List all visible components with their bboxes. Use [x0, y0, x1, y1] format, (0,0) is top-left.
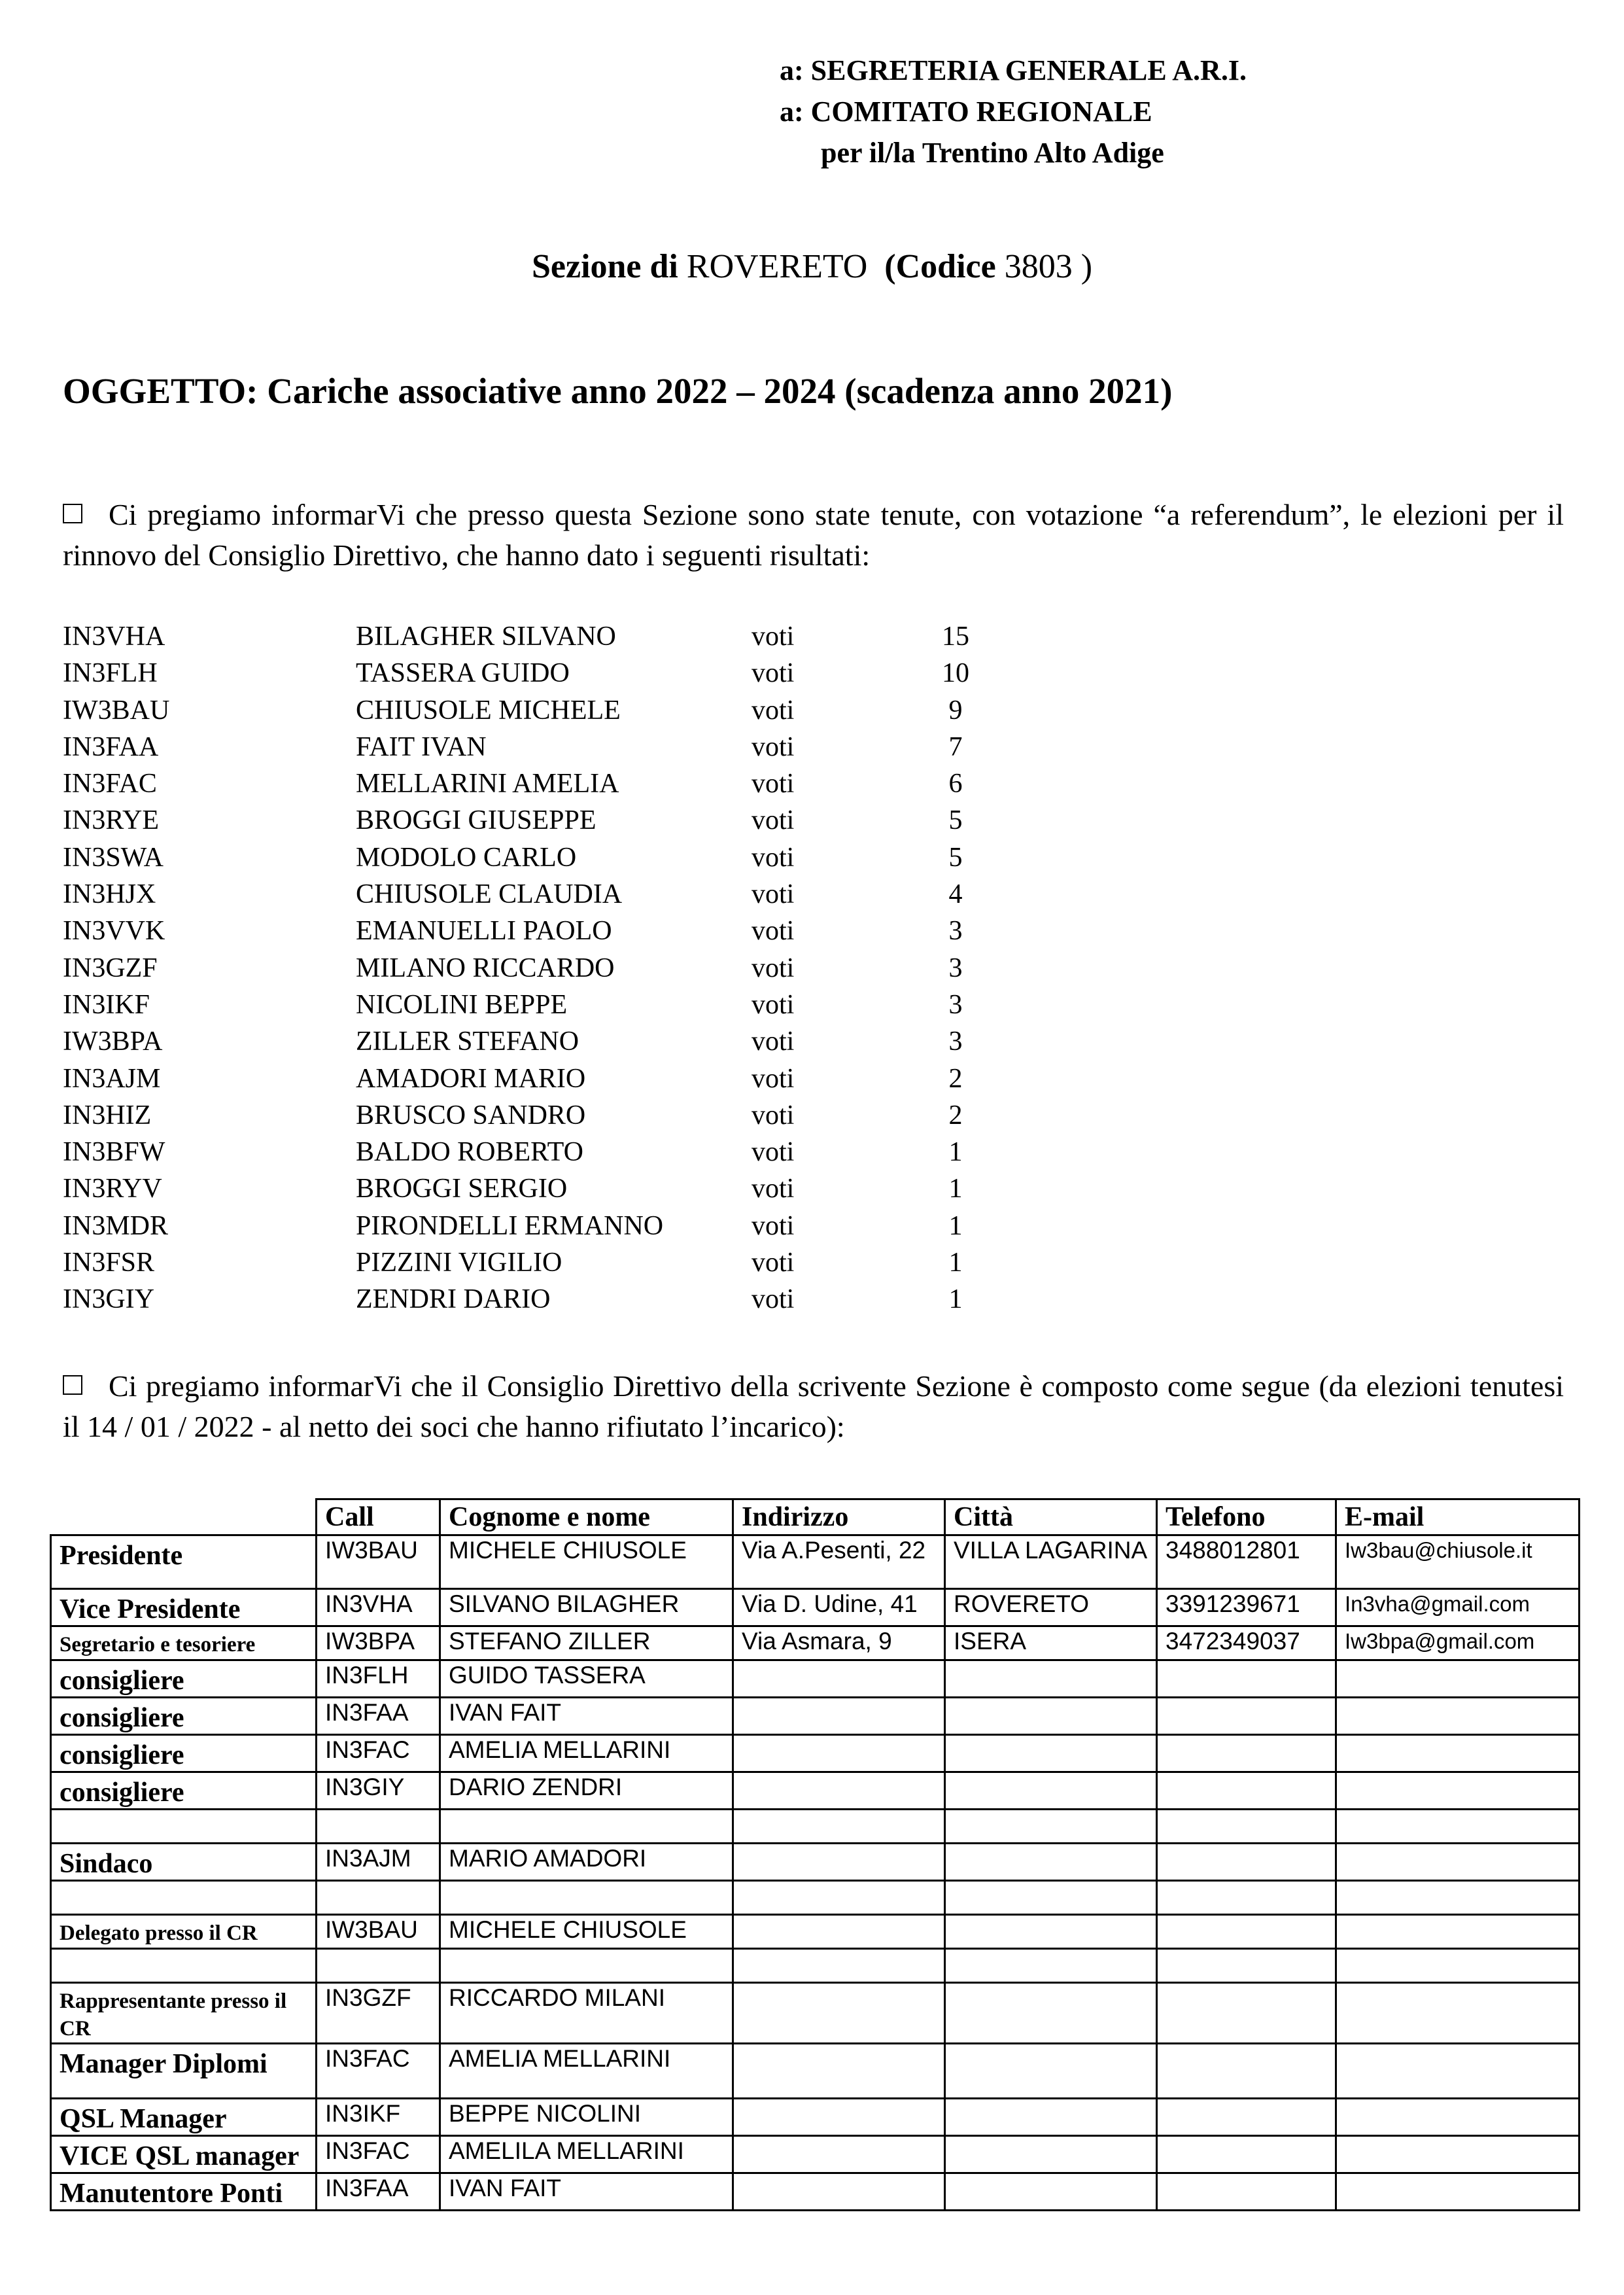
cell-role: Segretario e tesoriere	[51, 1626, 317, 1660]
result-call: IN3GZF	[63, 953, 158, 983]
result-call: IN3FAA	[63, 731, 159, 762]
result-call: IN3BFW	[63, 1137, 165, 1168]
cell-role	[51, 1949, 317, 1983]
cell-role: Vice Presidente	[51, 1589, 317, 1626]
result-name: NICOLINI BEPPE	[356, 989, 568, 1020]
table-header-row	[51, 1499, 1580, 1535]
cell-email: Iw3bpa@gmail.com	[1336, 1626, 1580, 1660]
cell-city	[945, 2173, 1157, 2211]
table-row	[51, 1881, 1580, 1915]
result-votes: 2	[948, 1063, 963, 1094]
cell-email	[1336, 1844, 1580, 1881]
table-row	[51, 1844, 1580, 1881]
result-name: ZILLER STEFANO	[356, 1026, 579, 1057]
result-votes: 9	[948, 695, 963, 726]
cell-city: ROVERETO	[945, 1589, 1157, 1626]
result-votes: 2	[948, 1100, 963, 1130]
table-row	[51, 2099, 1580, 2136]
result-name: BALDO ROBERTO	[356, 1137, 583, 1168]
cell-call: IN3FAA	[317, 2173, 440, 2211]
cell-email	[1336, 1810, 1580, 1844]
cell-city	[945, 1915, 1157, 1949]
cell-role: QSL Manager	[51, 2099, 317, 2136]
cell-name: BEPPE NICOLINI	[440, 2099, 733, 2136]
result-name: MILANO RICCARDO	[356, 953, 615, 983]
table-row	[51, 1810, 1580, 1844]
cell-name: MICHELE CHIUSOLE	[440, 1535, 733, 1589]
result-call: IN3FAC	[63, 769, 157, 799]
result-call: IN3SWA	[63, 842, 164, 873]
result-call: IW3BPA	[63, 1026, 163, 1057]
cell-email	[1336, 2136, 1580, 2173]
table-row	[51, 1915, 1580, 1949]
result-name: MODOLO CARLO	[356, 842, 577, 873]
cell-call: IN3AJM	[317, 1844, 440, 1881]
cell-phone	[1157, 1698, 1336, 1735]
result-voti-label: voti	[752, 842, 795, 873]
cell-address: Via D. Udine, 41	[733, 1589, 945, 1626]
cell-address	[733, 2136, 945, 2173]
cell-email	[1336, 1881, 1580, 1915]
cell-name: IVAN FAIT	[440, 1698, 733, 1735]
result-call: IN3IKF	[63, 989, 150, 1020]
result-call: IN3RYV	[63, 1174, 162, 1204]
result-name: TASSERA GUIDO	[356, 658, 570, 689]
cell-city	[945, 1772, 1157, 1810]
cell-email: In3vha@gmail.com	[1336, 1589, 1580, 1626]
cell-email	[1336, 2099, 1580, 2136]
cell-role: Delegato presso il CR	[51, 1915, 317, 1949]
result-voti-label: voti	[752, 622, 795, 652]
result-call: IN3RYE	[63, 805, 159, 836]
intro-text: Ci pregiamo informarVi che presso questa Sezione sono state tenute, con votazione “a referendum”, le elezioni per il rinnovo del Consiglio Direttivo, che hanno dato i seguenti risultati:	[63, 498, 1564, 572]
cell-name: AMELIA MELLARINI	[440, 1735, 733, 1772]
cell-name: AMELIA MELLARINI	[440, 2044, 733, 2099]
cell-name: STEFANO ZILLER	[440, 1626, 733, 1660]
table-row	[51, 1626, 1580, 1660]
council-paragraph	[63, 1366, 1564, 1447]
result-voti-label: voti	[752, 1248, 795, 1278]
result-name: MELLARINI AMELIA	[356, 769, 619, 799]
cell-role	[51, 1810, 317, 1844]
cell-email	[1336, 1735, 1580, 1772]
sezione-name: ROVERETO	[686, 248, 868, 285]
cell-call: IN3VHA	[317, 1589, 440, 1626]
cell-phone	[1157, 2173, 1336, 2211]
cell-call: IN3FAC	[317, 2136, 440, 2173]
cell-email	[1336, 1660, 1580, 1698]
result-name: FAIT IVAN	[356, 731, 487, 762]
result-votes: 3	[948, 989, 963, 1020]
cell-phone	[1157, 1983, 1336, 2044]
cell-address	[733, 1915, 945, 1949]
header-city: Città	[945, 1499, 1157, 1535]
result-votes: 1	[948, 1174, 963, 1204]
cell-phone	[1157, 1660, 1336, 1698]
cell-name: GUIDO TASSERA	[440, 1660, 733, 1698]
council-text: Ci pregiamo informarVi che il Consiglio Direttivo della scrivente Sezione è composto come segue (da elezioni tenutesi il 14 / 01 / 2022 - al netto dei soci che hanno rifiutato l’incarico):	[63, 1369, 1564, 1443]
result-name: BROGGI SERGIO	[356, 1174, 568, 1204]
cell-call: IN3FAC	[317, 1735, 440, 1772]
result-name: EMANUELLI PAOLO	[356, 916, 612, 947]
result-voti-label: voti	[752, 1100, 795, 1130]
result-voti-label: voti	[752, 1137, 795, 1168]
cell-city	[945, 2099, 1157, 2136]
cell-email	[1336, 1915, 1580, 1949]
cell-name	[440, 1949, 733, 1983]
council-table	[50, 1498, 1580, 2211]
result-votes: 3	[948, 1026, 963, 1057]
cell-email	[1336, 2044, 1580, 2099]
cell-email	[1336, 1949, 1580, 1983]
cell-city	[945, 1844, 1157, 1881]
result-voti-label: voti	[752, 916, 795, 947]
subject-line: OGGETTO: Cariche associative anno 2022 – 2024 (scadenza anno 2021)	[63, 371, 1173, 411]
recipient-line: a: COMITATO REGIONALE	[780, 96, 1152, 128]
checkbox-icon	[63, 1375, 82, 1395]
table-row	[51, 1735, 1580, 1772]
cell-name: DARIO ZENDRI	[440, 1772, 733, 1810]
cell-address	[733, 2099, 945, 2136]
cell-name: AMELILA MELLARINI	[440, 2136, 733, 2173]
cell-name: RICCARDO MILANI	[440, 1983, 733, 2044]
cell-call: IN3IKF	[317, 2099, 440, 2136]
cell-address	[733, 1949, 945, 1983]
cell-phone	[1157, 2044, 1336, 2099]
cell-name: IVAN FAIT	[440, 2173, 733, 2211]
table-row	[51, 1772, 1580, 1810]
cell-call: IN3GZF	[317, 1983, 440, 2044]
result-name: BILAGHER SILVANO	[356, 622, 616, 652]
cell-phone: 3472349037	[1157, 1626, 1336, 1660]
codice-value: 3803 )	[1004, 248, 1093, 285]
result-call: IN3AJM	[63, 1063, 161, 1094]
cell-city	[945, 1660, 1157, 1698]
cell-name	[440, 1810, 733, 1844]
cell-address	[733, 1660, 945, 1698]
result-name: BROGGI GIUSEPPE	[356, 805, 596, 836]
cell-phone: 3488012801	[1157, 1535, 1336, 1589]
result-voti-label: voti	[752, 1063, 795, 1094]
cell-email	[1336, 1698, 1580, 1735]
cell-role: Manutentore Ponti	[51, 2173, 317, 2211]
cell-call: IW3BAU	[317, 1535, 440, 1589]
header-role	[51, 1499, 317, 1535]
cell-call	[317, 1810, 440, 1844]
cell-phone	[1157, 1915, 1336, 1949]
result-call: IW3BAU	[63, 695, 170, 726]
result-voti-label: voti	[752, 953, 795, 983]
cell-call: IW3BAU	[317, 1915, 440, 1949]
result-votes: 7	[948, 731, 963, 762]
table-row	[51, 1589, 1580, 1626]
result-call: IN3HJX	[63, 879, 156, 910]
cell-call	[317, 1881, 440, 1915]
cell-phone	[1157, 1844, 1336, 1881]
cell-role: consigliere	[51, 1698, 317, 1735]
cell-role	[51, 1881, 317, 1915]
cell-call: IN3FLH	[317, 1660, 440, 1698]
cell-address	[733, 1735, 945, 1772]
cell-role: consigliere	[51, 1772, 317, 1810]
result-call: IN3MDR	[63, 1210, 169, 1241]
cell-phone	[1157, 1949, 1336, 1983]
cell-role: Manager Diplomi	[51, 2044, 317, 2099]
cell-email	[1336, 1772, 1580, 1810]
header-call: Call	[317, 1499, 440, 1535]
cell-city	[945, 1983, 1157, 2044]
cell-city	[945, 1810, 1157, 1844]
result-call: IN3VHA	[63, 622, 165, 652]
cell-email	[1336, 1983, 1580, 2044]
result-voti-label: voti	[752, 879, 795, 910]
cell-city	[945, 2044, 1157, 2099]
cell-phone: 3391239671	[1157, 1589, 1336, 1626]
cell-phone	[1157, 2136, 1336, 2173]
cell-name	[440, 1881, 733, 1915]
cell-name: MICHELE CHIUSOLE	[440, 1915, 733, 1949]
table-row	[51, 2136, 1580, 2173]
cell-name: MARIO AMADORI	[440, 1844, 733, 1881]
table-row	[51, 1698, 1580, 1735]
cell-role: VICE QSL manager	[51, 2136, 317, 2173]
result-call: IN3FSR	[63, 1248, 155, 1278]
cell-role: Presidente	[51, 1535, 317, 1589]
result-voti-label: voti	[752, 989, 795, 1020]
result-votes: 3	[948, 953, 963, 983]
recipient-line: per il/la Trentino Alto Adige	[821, 137, 1164, 169]
result-name: PIRONDELLI ERMANNO	[356, 1210, 664, 1241]
cell-city	[945, 2136, 1157, 2173]
table-row	[51, 2044, 1580, 2099]
cell-call	[317, 1949, 440, 1983]
result-voti-label: voti	[752, 1284, 795, 1315]
recipient-line: a: SEGRETERIA GENERALE A.R.I.	[780, 54, 1247, 86]
result-votes: 15	[942, 622, 969, 652]
codice-label: (Codice	[884, 248, 996, 285]
cell-phone	[1157, 1735, 1336, 1772]
table-row	[51, 1660, 1580, 1698]
result-votes: 1	[948, 1248, 963, 1278]
result-name: AMADORI MARIO	[356, 1063, 586, 1094]
result-call: IN3GIY	[63, 1284, 154, 1315]
cell-phone	[1157, 1772, 1336, 1810]
result-name: BRUSCO SANDRO	[356, 1100, 586, 1130]
cell-email: Iw3bau@chiusole.it	[1336, 1535, 1580, 1589]
table-row	[51, 1535, 1580, 1589]
result-name: CHIUSOLE CLAUDIA	[356, 879, 623, 910]
result-votes: 5	[948, 842, 963, 873]
cell-role: consigliere	[51, 1735, 317, 1772]
result-call: IN3VVK	[63, 916, 165, 947]
result-name: CHIUSOLE MICHELE	[356, 695, 621, 726]
result-voti-label: voti	[752, 695, 795, 726]
result-votes: 4	[948, 879, 963, 910]
result-voti-label: voti	[752, 1026, 795, 1057]
result-votes: 1	[948, 1284, 963, 1315]
cell-address	[733, 1698, 945, 1735]
header-email: E-mail	[1336, 1499, 1580, 1535]
table-row	[51, 2173, 1580, 2211]
header-address: Indirizzo	[733, 1499, 945, 1535]
result-voti-label: voti	[752, 1174, 795, 1204]
cell-city	[945, 1735, 1157, 1772]
cell-address	[733, 1772, 945, 1810]
sezione-heading	[0, 247, 1624, 286]
result-call: IN3FLH	[63, 658, 158, 689]
result-voti-label: voti	[752, 769, 795, 799]
cell-city: ISERA	[945, 1626, 1157, 1660]
table-row	[51, 1983, 1580, 2044]
result-votes: 1	[948, 1137, 963, 1168]
table-row	[51, 1949, 1580, 1983]
intro-paragraph	[63, 495, 1564, 576]
cell-email	[1336, 2173, 1580, 2211]
cell-city	[945, 1698, 1157, 1735]
cell-city	[945, 1881, 1157, 1915]
result-votes: 5	[948, 805, 963, 836]
result-votes: 10	[942, 658, 969, 689]
result-voti-label: voti	[752, 658, 795, 689]
cell-role: consigliere	[51, 1660, 317, 1698]
checkbox-icon	[63, 504, 82, 523]
cell-address	[733, 1881, 945, 1915]
result-votes: 6	[948, 769, 963, 799]
cell-role: Sindaco	[51, 1844, 317, 1881]
cell-call: IN3FAC	[317, 2044, 440, 2099]
header-phone: Telefono	[1157, 1499, 1336, 1535]
header-name: Cognome e nome	[440, 1499, 733, 1535]
cell-call: IN3FAA	[317, 1698, 440, 1735]
result-voti-label: voti	[752, 805, 795, 836]
result-call: IN3HIZ	[63, 1100, 152, 1130]
cell-phone	[1157, 2099, 1336, 2136]
result-voti-label: voti	[752, 1210, 795, 1241]
cell-call: IN3GIY	[317, 1772, 440, 1810]
sezione-label: Sezione di	[531, 248, 678, 285]
cell-address	[733, 2044, 945, 2099]
cell-city: VILLA LAGARINA	[945, 1535, 1157, 1589]
cell-city	[945, 1949, 1157, 1983]
result-name: ZENDRI DARIO	[356, 1284, 551, 1315]
result-votes: 3	[948, 916, 963, 947]
cell-address	[733, 2173, 945, 2211]
cell-address: Via Asmara, 9	[733, 1626, 945, 1660]
cell-address	[733, 1810, 945, 1844]
cell-address: Via A.Pesenti, 22	[733, 1535, 945, 1589]
cell-call: IW3BPA	[317, 1626, 440, 1660]
cell-phone	[1157, 1881, 1336, 1915]
recipients-block	[780, 50, 1247, 173]
cell-address	[733, 1983, 945, 2044]
result-voti-label: voti	[752, 731, 795, 762]
cell-name: SILVANO BILAGHER	[440, 1589, 733, 1626]
result-name: PIZZINI VIGILIO	[356, 1248, 562, 1278]
cell-phone	[1157, 1810, 1336, 1844]
cell-address	[733, 1844, 945, 1881]
result-votes: 1	[948, 1210, 963, 1241]
cell-role: Rappresentante presso il CR	[51, 1983, 317, 2044]
